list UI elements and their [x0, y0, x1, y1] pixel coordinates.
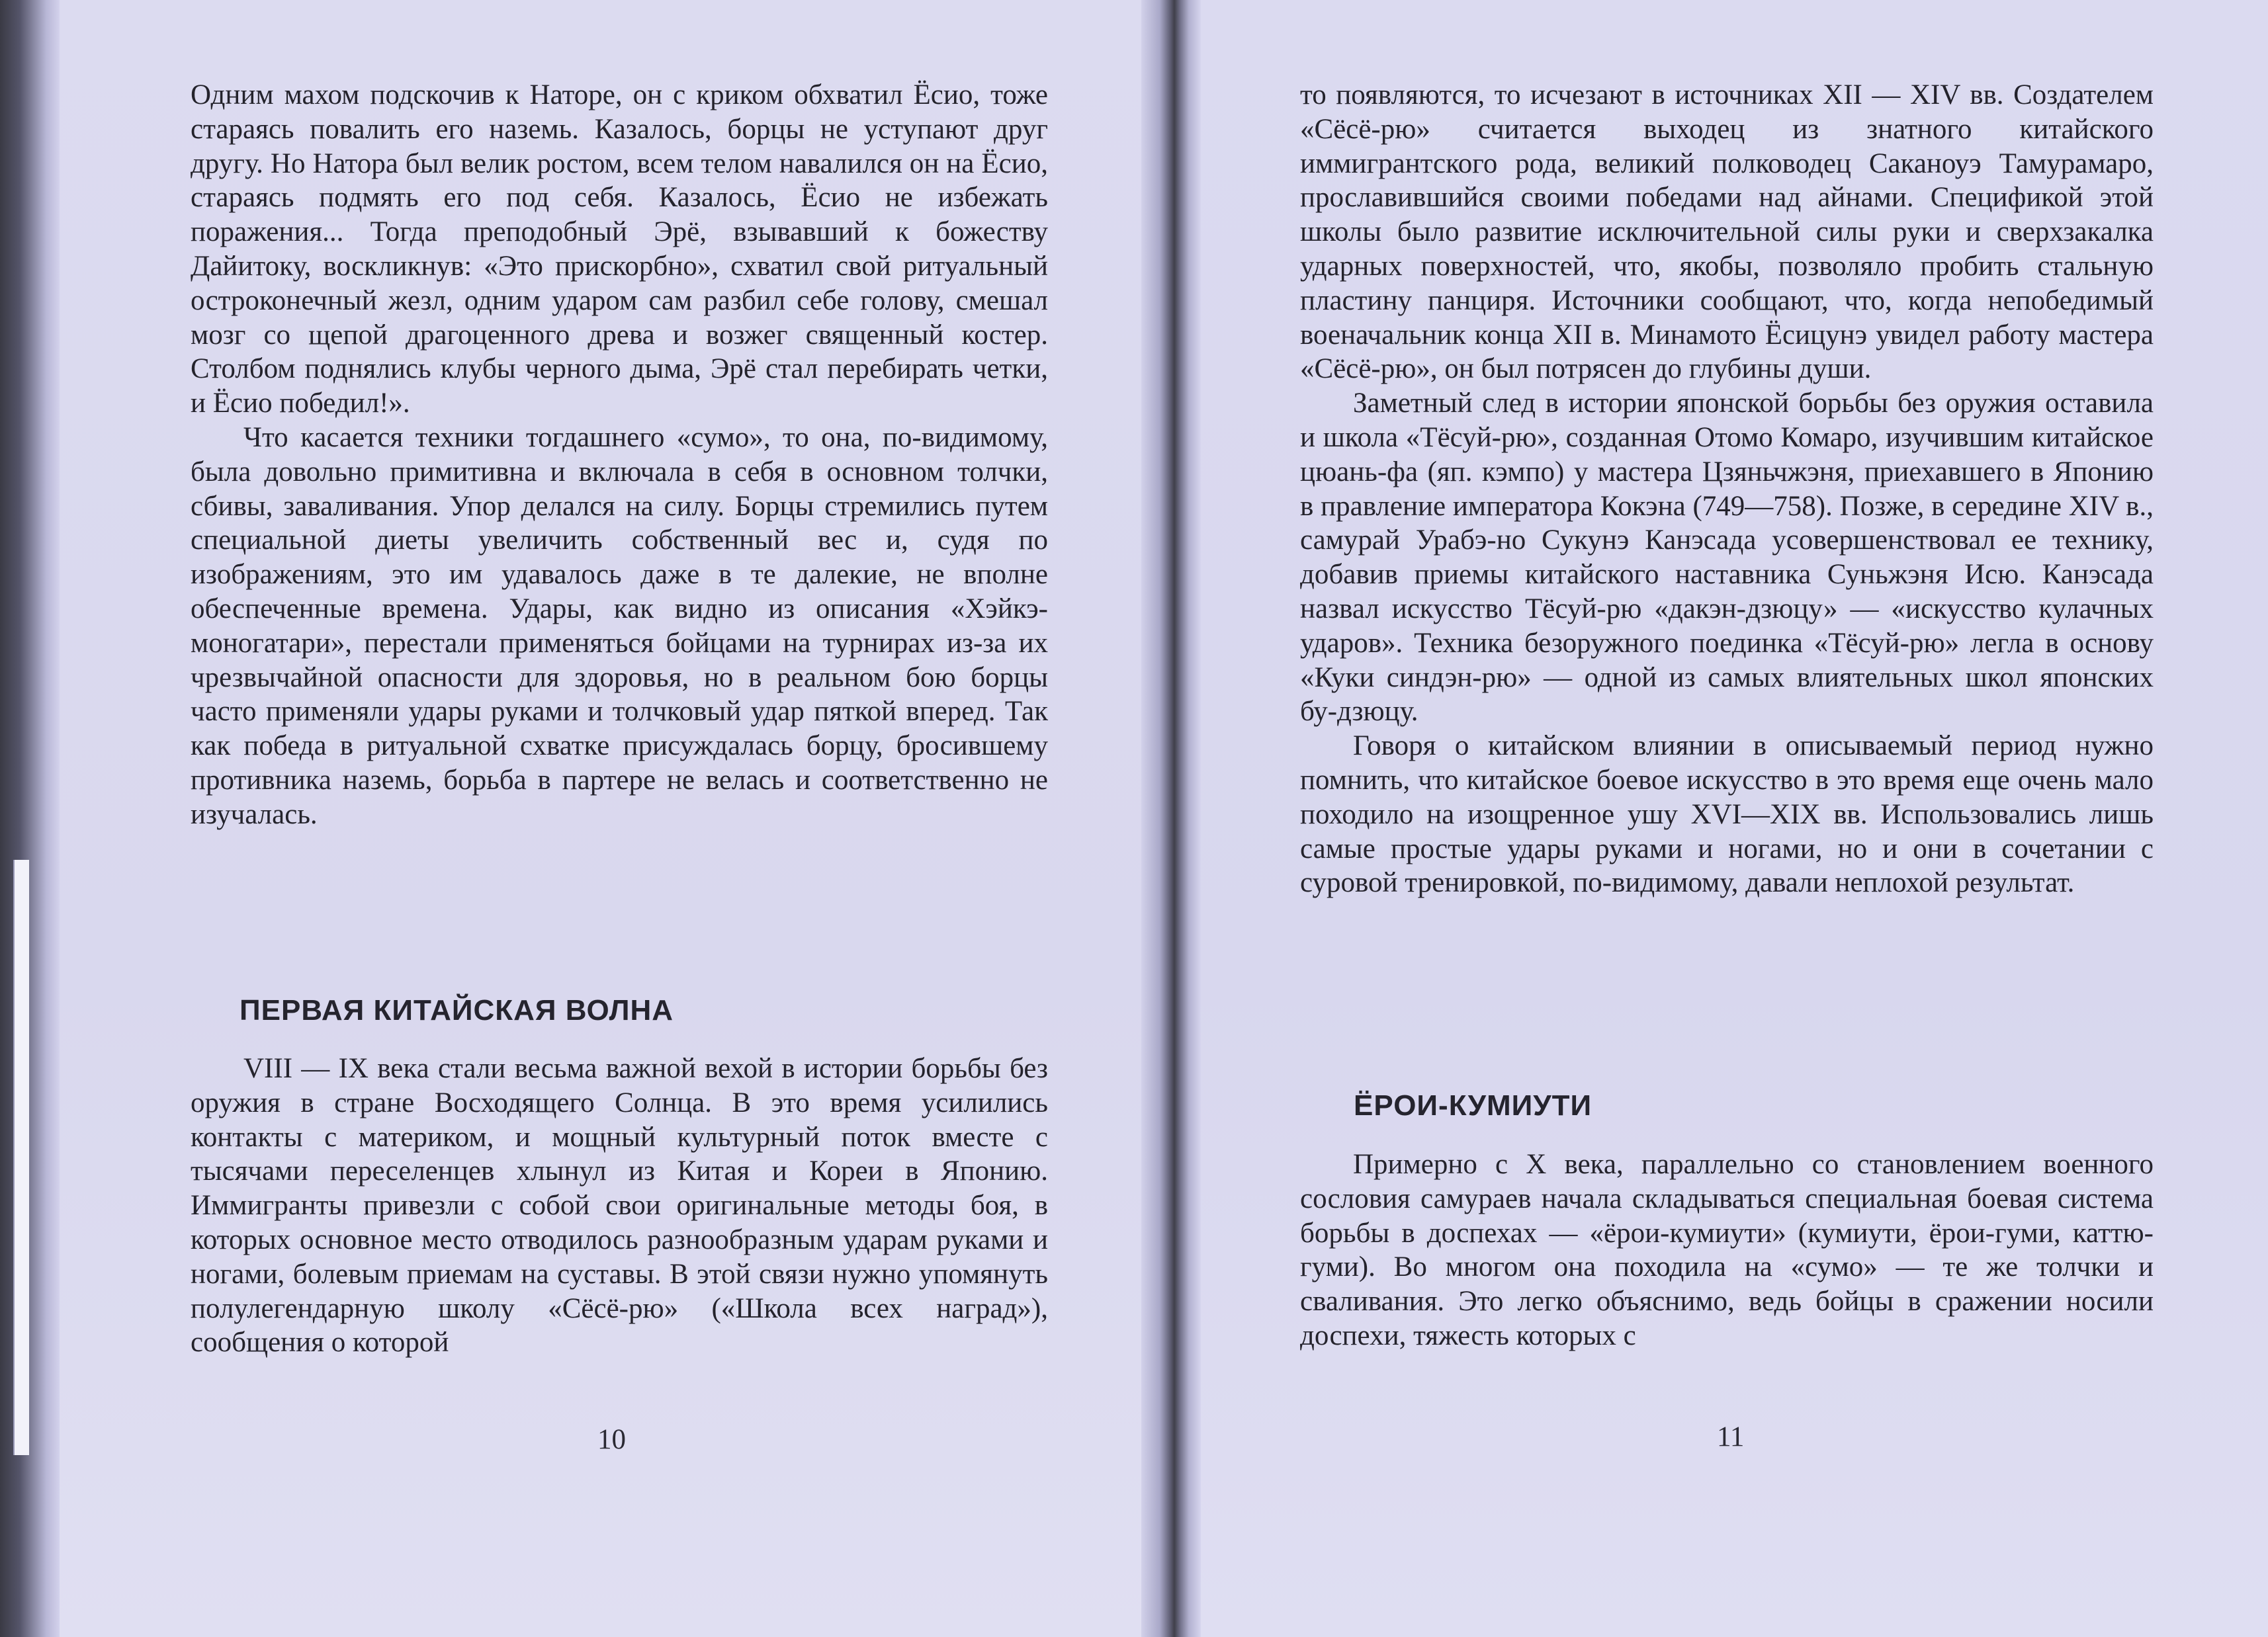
right-section-paragraph: Примерно с X века, параллельно со становлением военного сословия самураев начала складываться специальная боевая система борьбы в доспехах — «ёрои-кумиути» (кумиути, ёрои-гуми, каттю-гуми). Во многом она походила на «сумо» — те же толчки и сваливания. Это легко объяснимо, ведь бойцы в сражении носили доспехи, тяжесть которых с — [1300, 1149, 2154, 1351]
paper-strip — [13, 860, 29, 1455]
left-paragraph-2: Что касается техники тогдашнего «сумо», то она, по-видимому, была довольно примитивна и включала в себя в основном толчки, сбивы, заваливания. Упор делался на силу. Борцы стремились путем специальной диеты увеличить собственный вес и, судя по изображениям, это им удавалось даже в те далекие, не вполне обеспеченные времена. Удары, как видно из описания «Хэйкэ-моногатари», перестали применяться бойцами на турнирах из-за их чрезвычайной опасности для здоровья, но в реальном бою борцы часто применяли удары руками и толчковый удар пяткой вперед. Так как победа в ритуальной схватке присуждалась борцу, бросившему противника наземь, борьба в партере не велась и соответственно не изучалась. — [191, 421, 1048, 830]
right-paragraph-1: то появляются, то исчезают в источниках XII — XIV вв. Создателем «Сёсё-рю» считается выходец из знатного китайского иммигрантского рода, великий полководец Саканоуэ Тамурамаро, прославившийся своими победами над айнами. Спецификой этой школы было развитие исключительной силы руки и сверхзакалка ударных поверхностей, что, якобы, позволяло пробить стальную пластину панциря. Источники сообщают, что, когда непобедимый военачальник конца XII в. Минамото Ёсицунэ увидел работу мастера «Сёсё-рю», он был потрясен до глубины души. — [1300, 79, 2154, 385]
left-section-body — [191, 1052, 1048, 1360]
right-page-body — [1300, 78, 2154, 900]
left-paragraph-1: Одним махом подскочив к Наторе, он с криком обхватил Ёсио, тоже стараясь повалить его наземь. Казалось, борцы не уступают друг другу. Но Натора был велик ростом, всем телом навалился он на Ёсио, стараясь подмять его под себя. Казалось, Ёсио не избежать поражения... Тогда преподобный Эрё, взывавший к божеству Дайитоку, воскликнув: «Это прискорбно», схватил свой ритуальный остроконечный жезл, одним ударом сам разбил себе голову, смешал мозг со щепой драгоценного древа и возжег священный костер. Столбом поднялись клубы черного дыма, Эрё стал перебирать четки, и Ёсио победил!». — [191, 79, 1048, 419]
page-number-right: 11 — [1717, 1421, 1745, 1452]
left-page-body — [191, 78, 1048, 832]
left-section-paragraph: VIII — IX века стали весьма важной вехой в истории борьбы без оружия в стране Восходящего Солнца. В это время усилились контакты с материком, и мощный культурный поток вместе с тысячами переселенцев хлынул из Китая и Кореи в Японию. Иммигранты привезли с собой свои оригинальные методы боя, в которых основное место отводилось разнообразным ударам руками и ногами, болевым приемам на суставы. В этой связи нужно упомянуть полулегендарную школу «Сёсё-рю» («Школа всех наград»), сообщения о которой — [191, 1053, 1048, 1359]
section-heading-yoroi-kumiuti: ЁРОИ-КУМИУТИ — [1354, 1089, 1592, 1122]
right-paragraph-3: Говоря о китайском влиянии в описываемый период нужно помнить, что китайское боевое искусство в это время еще очень мало походило на изощренное ушу XVI—XIX вв. Использовались лишь самые простые удары руками и ногами, но и они в сочетании с суровой тренировкой, по-видимому, давали неплохой результат. — [1300, 730, 2154, 899]
right-section-body — [1300, 1148, 2154, 1353]
book-gutter — [1141, 0, 1201, 1637]
page-number-left: 10 — [597, 1424, 626, 1455]
section-heading-first-chinese-wave: ПЕРВАЯ КИТАЙСКАЯ ВОЛНА — [240, 994, 674, 1027]
right-paragraph-2: Заметный след в истории японской борьбы без оружия оставила и школа «Тёсуй-рю», созданная Отомо Комаро, изучившим китайское цюань-фа (яп. кэмпо) у мастера Цзяньчжэня, приехавшего в Японию в правление императора Кокэна (749—758). Позже, в середине XIV в., самурай Урабэ-но Сукунэ Канэсада усовершенствовал ее технику, добавив приемы китайского наставника Суньжэня Исю. Канэсада назвал искусство Тёсуй-рю «дакэн-дзюцу» — «искусство кулачных ударов». Техника безоружного поединка «Тёсуй-рю» легла в основу «Куки синдэн-рю» — одной из самых влиятельных школ японских бу-дзюцу. — [1300, 388, 2154, 728]
book-edge-left — [0, 0, 60, 1637]
